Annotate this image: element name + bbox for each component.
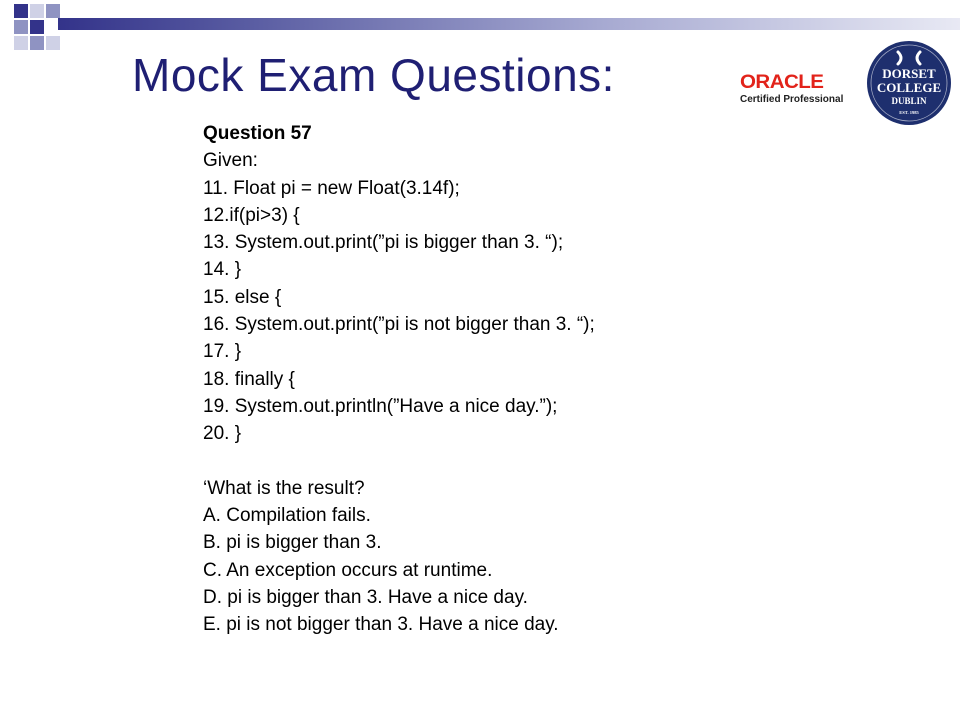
- header-square: [30, 4, 44, 18]
- oracle-logo: [740, 72, 846, 108]
- answer-option-c: C. An exception occurs at runtime.: [203, 559, 493, 581]
- header-square: [30, 36, 44, 50]
- header-square: [46, 36, 60, 50]
- answer-option-b: B. pi is bigger than 3.: [203, 532, 382, 554]
- code-line: 19. System.out.println(”Have a nice day.”);: [203, 395, 558, 417]
- spacer: [203, 448, 923, 475]
- code-line: 14. }: [203, 259, 242, 281]
- question-heading: Question 57: [203, 123, 312, 144]
- crest-text-line2: COLLEGE: [876, 80, 942, 95]
- header-square: [14, 20, 28, 34]
- crest-text-line3: DUBLIN: [891, 96, 927, 106]
- code-line: 15. else {: [203, 286, 282, 308]
- header-bar: [58, 18, 960, 30]
- code-line: 20. }: [203, 423, 242, 445]
- oracle-certification-label: Certified Professional: [740, 94, 844, 105]
- answer-option-e: E. pi is not bigger than 3. Have a nice day.: [203, 614, 559, 636]
- crest-emblem-icon: [866, 40, 952, 126]
- college-crest-logo: [866, 40, 952, 126]
- given-label: Given:: [203, 150, 258, 172]
- header-square: [46, 4, 60, 18]
- question-body: [203, 120, 923, 639]
- header-square: [14, 4, 28, 18]
- code-line: 16. System.out.print(”pi is not bigger than 3. “);: [203, 314, 595, 336]
- code-line: 18. finally {: [203, 368, 295, 390]
- question-prompt: ‘What is the result?: [203, 477, 365, 499]
- answer-option-d: D. pi is bigger than 3. Have a nice day.: [203, 587, 528, 609]
- slide-title: Mock Exam Questions:: [132, 49, 615, 101]
- code-line: 11. Float pi = new Float(3.14f);: [203, 177, 460, 199]
- code-line: 12.if(pi>3) {: [203, 204, 300, 226]
- header-square: [30, 20, 44, 34]
- header-square: [14, 36, 28, 50]
- crest-text-line1: DORSET: [882, 66, 936, 81]
- oracle-wordmark: ORACLE: [740, 72, 824, 93]
- code-line: 17. }: [203, 341, 242, 363]
- answer-option-a: A. Compilation fails.: [203, 505, 371, 527]
- code-line: 13. System.out.print(”pi is bigger than 3. “);: [203, 232, 564, 254]
- crest-est: EST. 1985: [899, 110, 919, 115]
